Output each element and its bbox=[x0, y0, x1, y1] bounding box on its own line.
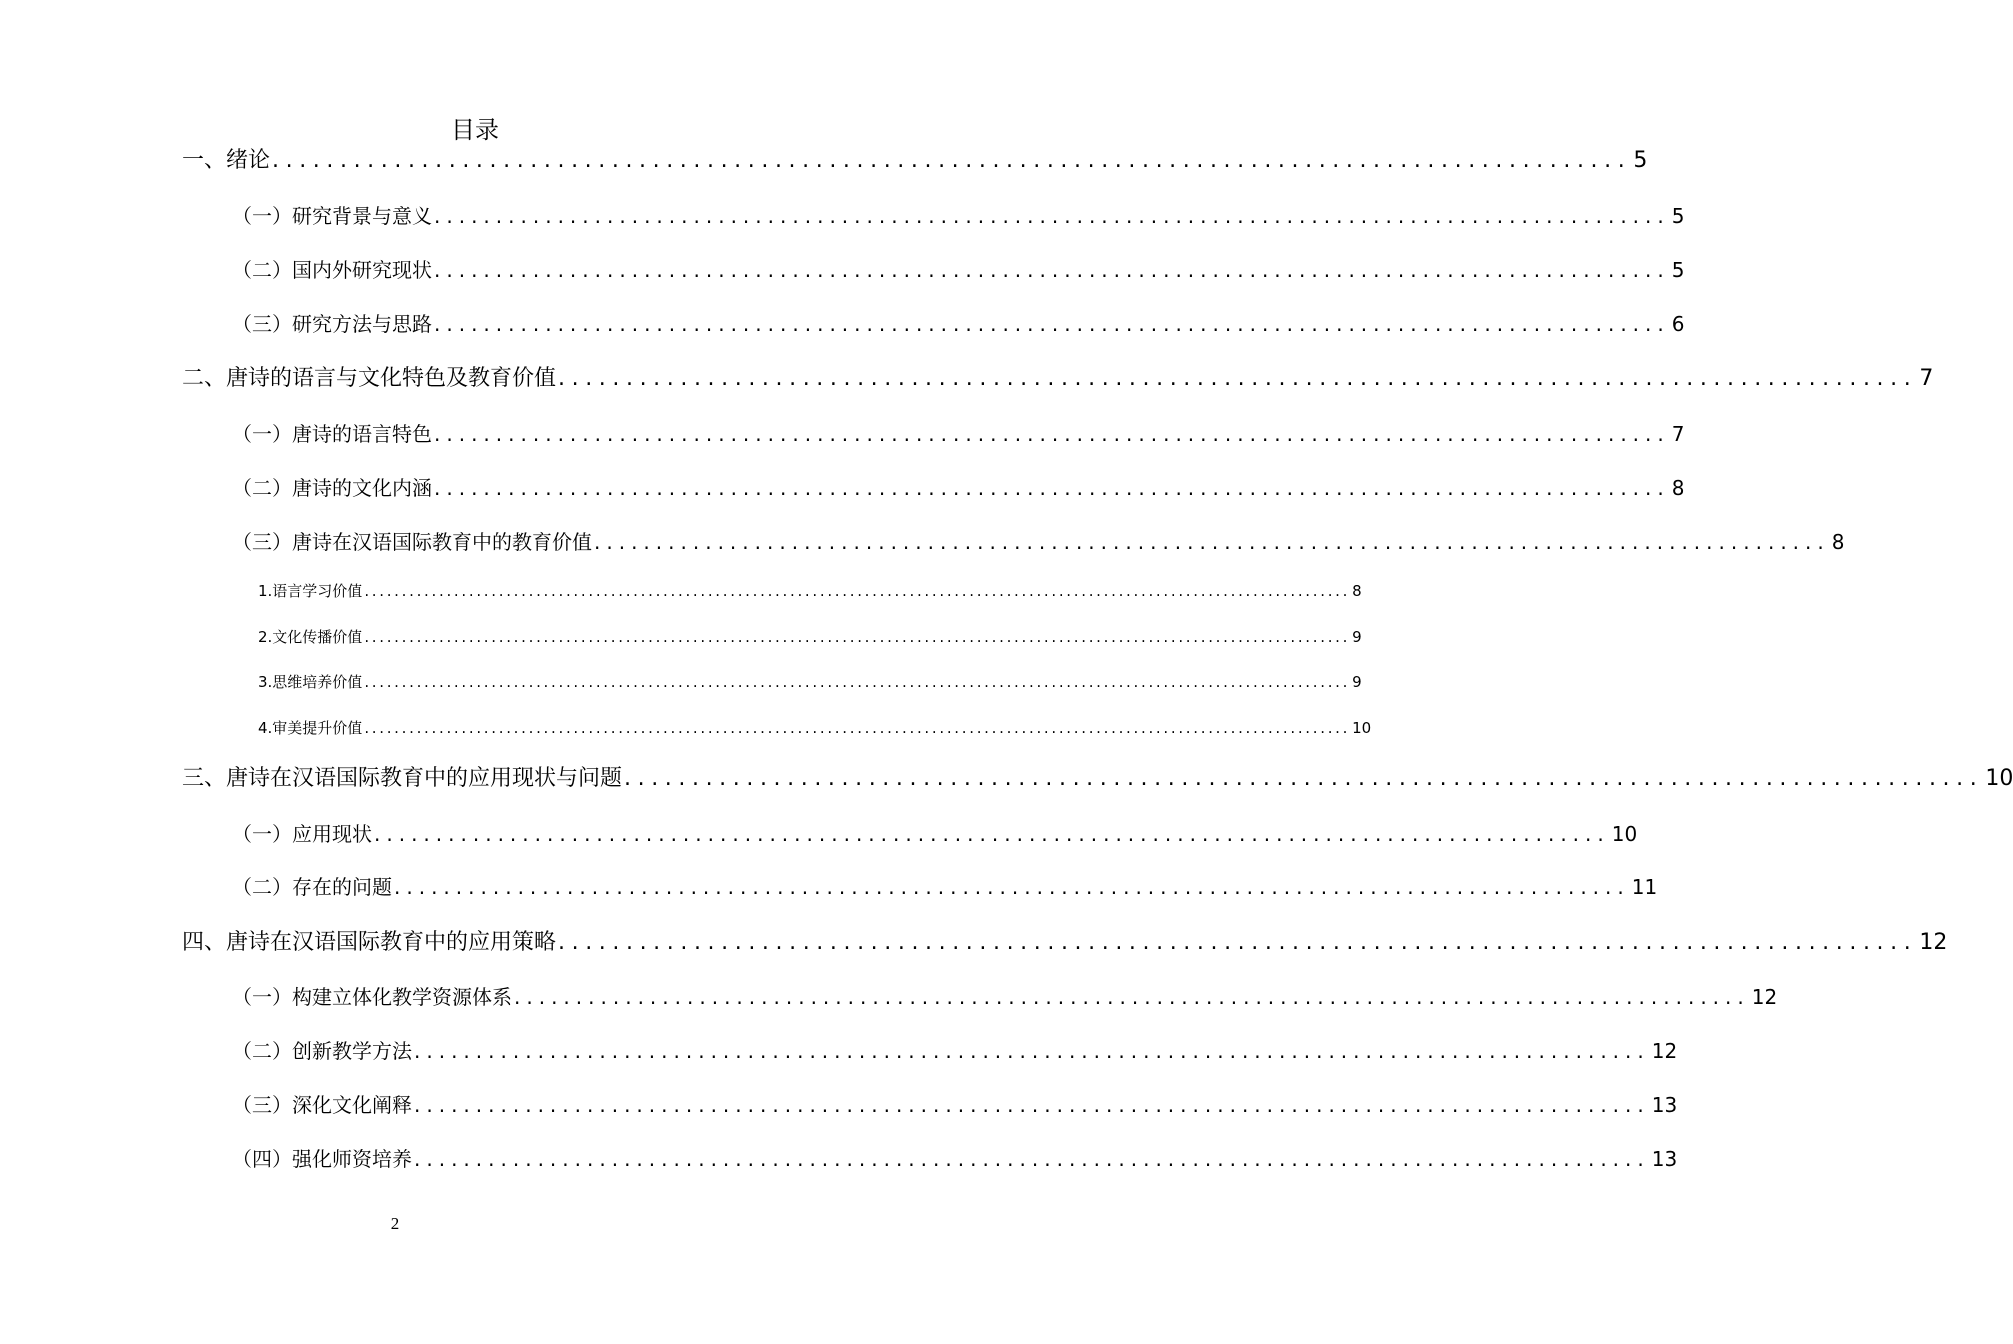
dot-leader: .................................................................................................... bbox=[434, 422, 1670, 446]
dot-leader: .................................................................................................... bbox=[414, 1147, 1650, 1171]
toc-entry-label: （一）应用现状 bbox=[232, 822, 372, 846]
toc-entry-4-2[interactable] bbox=[232, 1037, 1678, 1065]
dot-leader: .................................................................................................... bbox=[414, 1093, 1650, 1117]
toc-entry-page: 5 bbox=[1671, 258, 1685, 282]
toc-entry-label: （四）强化师资培养 bbox=[232, 1147, 412, 1171]
dot-leader: .................................................................................................... bbox=[514, 985, 1750, 1009]
toc-entry-3-1[interactable] bbox=[232, 820, 1638, 848]
toc-entry-label: 二、唐诗的语言与文化特色及教育价值 bbox=[182, 366, 557, 391]
toc-entry-page: 9 bbox=[1352, 673, 1362, 691]
dot-leader: .................................................................................................... bbox=[558, 366, 1918, 391]
toc-entry-1-2[interactable] bbox=[232, 256, 1685, 284]
footer-page-number: 2 bbox=[390, 1214, 400, 1233]
dot-leader: .................................................................................................... bbox=[434, 258, 1670, 282]
toc-entry-2-3-1[interactable] bbox=[258, 580, 1362, 602]
toc-entry-label: （二）存在的问题 bbox=[232, 875, 392, 899]
toc-entry-4-4[interactable] bbox=[232, 1145, 1678, 1173]
toc-entry-page: 11 bbox=[1631, 875, 1658, 899]
dot-leader: .................................................................................................... bbox=[414, 1039, 1650, 1063]
toc-entry-page: 6 bbox=[1671, 312, 1685, 336]
dot-leader: .................................................................................................... bbox=[394, 875, 1630, 899]
toc-entry-page: 10 bbox=[1985, 766, 2013, 791]
dot-leader: .................................................................................................... bbox=[374, 822, 1610, 846]
dot-leader: .................................................................................................... bbox=[272, 148, 1632, 173]
dot-leader: .................................................................................................... bbox=[434, 312, 1670, 336]
toc-entry-label: （三）唐诗在汉语国际教育中的教育价值 bbox=[232, 530, 592, 554]
dot-leader: .................................................................................................................................... bbox=[364, 673, 1351, 691]
toc-entry-label: （二）创新教学方法 bbox=[232, 1039, 412, 1063]
toc-entry-2-3-4[interactable] bbox=[258, 717, 1372, 739]
dot-leader: .................................................................................................... bbox=[434, 204, 1670, 228]
toc-entry-label: （三）深化文化阐释 bbox=[232, 1093, 412, 1117]
dot-leader: .................................................................................................... bbox=[624, 766, 1984, 791]
toc-entry-1-1[interactable] bbox=[232, 202, 1685, 230]
dot-leader: .................................................................................................................................... bbox=[364, 628, 1351, 646]
toc-entry-label: （三）研究方法与思路 bbox=[232, 312, 432, 336]
toc-entry-2-1[interactable] bbox=[232, 420, 1685, 448]
toc-entry-3-2[interactable] bbox=[232, 873, 1658, 901]
toc-entry-2-3[interactable] bbox=[232, 528, 1845, 556]
toc-entry-1-3[interactable] bbox=[232, 310, 1685, 338]
toc-entry-4-1[interactable] bbox=[232, 983, 1778, 1011]
toc-entry-page: 12 bbox=[1751, 985, 1778, 1009]
toc-entry-page: 13 bbox=[1651, 1147, 1678, 1171]
toc-entry-label: 三、唐诗在汉语国际教育中的应用现状与问题 bbox=[182, 766, 623, 791]
toc-entry-label: （一）唐诗的语言特色 bbox=[232, 422, 432, 446]
toc-entry-4-3[interactable] bbox=[232, 1091, 1678, 1119]
toc-entry-label: 3.思维培养价值 bbox=[258, 673, 363, 691]
toc-entry-label: （一）构建立体化教学资源体系 bbox=[232, 985, 512, 1009]
toc-entry-label: 4.审美提升价值 bbox=[258, 719, 363, 737]
toc-entry-2-3-2[interactable] bbox=[258, 626, 1362, 648]
toc-entry-1[interactable] bbox=[182, 146, 1648, 176]
toc-entry-2-2[interactable] bbox=[232, 474, 1685, 502]
toc-entry-label: （一）研究背景与意义 bbox=[232, 204, 432, 228]
dot-leader: .................................................................................................................................... bbox=[364, 719, 1351, 737]
toc-entry-page: 8 bbox=[1671, 476, 1685, 500]
dot-leader: .................................................................................................... bbox=[594, 530, 1830, 554]
toc-entry-page: 8 bbox=[1352, 582, 1362, 600]
toc-entry-page: 8 bbox=[1831, 530, 1845, 554]
toc-title: 目录 bbox=[451, 116, 499, 144]
toc-entry-label: 四、唐诗在汉语国际教育中的应用策略 bbox=[182, 930, 557, 955]
toc-entry-3[interactable] bbox=[182, 764, 2013, 794]
toc-entry-page: 7 bbox=[1671, 422, 1685, 446]
toc-entry-label: （二）国内外研究现状 bbox=[232, 258, 432, 282]
toc-entry-page: 10 bbox=[1611, 822, 1638, 846]
toc-entry-page: 12 bbox=[1651, 1039, 1678, 1063]
toc-entry-2[interactable] bbox=[182, 364, 1934, 394]
toc-entry-page: 7 bbox=[1919, 366, 1934, 391]
dot-leader: .................................................................................................... bbox=[558, 930, 1918, 955]
toc-entry-page: 5 bbox=[1633, 148, 1648, 173]
toc-entry-page: 5 bbox=[1671, 204, 1685, 228]
toc-entry-label: 一、绪论 bbox=[182, 148, 271, 173]
toc-entry-page: 10 bbox=[1352, 719, 1372, 737]
dot-leader: .................................................................................................................................... bbox=[364, 582, 1351, 600]
toc-entry-page: 13 bbox=[1651, 1093, 1678, 1117]
toc-entry-2-3-3[interactable] bbox=[258, 671, 1362, 693]
toc-entry-label: 1.语言学习价值 bbox=[258, 582, 363, 600]
toc-entry-page: 12 bbox=[1919, 930, 1948, 955]
toc-entry-label: （二）唐诗的文化内涵 bbox=[232, 476, 432, 500]
toc-entry-4[interactable] bbox=[182, 928, 1948, 958]
toc-entry-label: 2.文化传播价值 bbox=[258, 628, 363, 646]
dot-leader: .................................................................................................... bbox=[434, 476, 1670, 500]
toc-entry-page: 9 bbox=[1352, 628, 1362, 646]
